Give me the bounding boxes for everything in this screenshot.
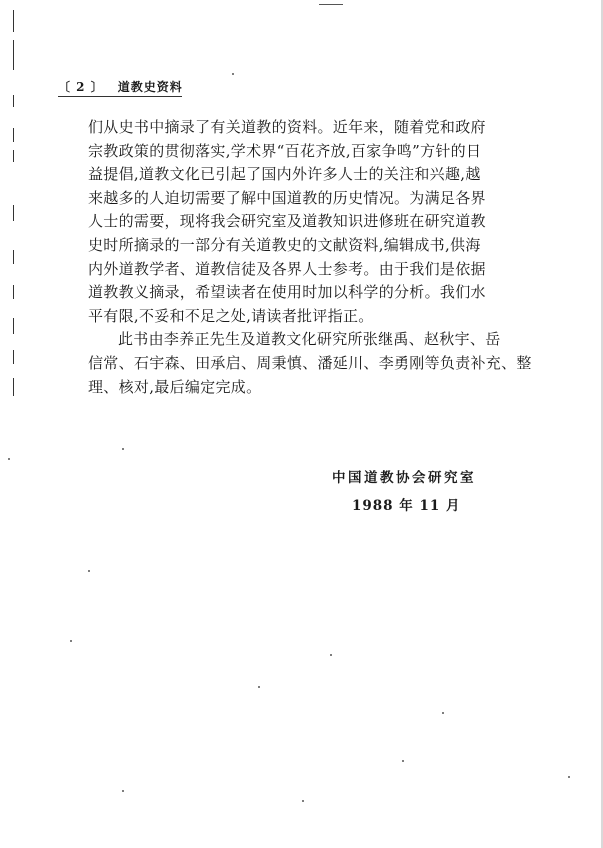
scan-speck bbox=[8, 458, 10, 460]
binding-mark bbox=[13, 378, 14, 396]
text-line: 信常、石宇森、田承启、周秉慎、潘延川、李勇刚等负责补充、整 bbox=[88, 353, 532, 372]
paragraph-2 bbox=[88, 328, 543, 399]
page-number: 〔 2 〕 bbox=[58, 80, 104, 94]
binding-mark bbox=[13, 350, 14, 364]
scan-speck bbox=[258, 686, 260, 688]
text-line: 内外道教学者、道教信徒及各界人士参考。由于我们是依据 bbox=[88, 259, 486, 278]
text-line: 道教教义摘录，希望读者在使用时加以科学的分析。我们水 bbox=[88, 283, 486, 302]
body-text bbox=[88, 116, 543, 399]
text-line: 此书由李养正先生及道教文化研究所张继禹、赵秋宇、岳 bbox=[118, 330, 501, 349]
text-line: 宗教政策的贯彻落实,学术界“百花齐放,百家争鸣”方针的日 bbox=[88, 141, 482, 160]
binding-mark bbox=[13, 250, 14, 264]
scan-speck bbox=[122, 790, 124, 792]
scan-speck bbox=[302, 800, 304, 802]
scan-speck bbox=[330, 654, 332, 656]
binding-mark bbox=[13, 95, 14, 107]
scan-speck bbox=[442, 712, 444, 714]
running-header bbox=[58, 78, 183, 95]
text-line: 们从史书中摘录了有关道教的资料。近年来，随着党和政府 bbox=[88, 118, 486, 136]
scan-mark bbox=[319, 4, 343, 5]
text-line: 益提倡,道教文化已引起了国内外许多人士的关注和兴趣,越 bbox=[88, 165, 481, 184]
binding-mark bbox=[13, 10, 14, 32]
scan-speck bbox=[568, 776, 570, 778]
header-rule bbox=[58, 96, 182, 97]
scan-speck bbox=[122, 448, 124, 450]
binding-mark bbox=[13, 40, 14, 70]
running-title: 道教史资料 bbox=[117, 80, 183, 94]
scan-speck bbox=[402, 760, 404, 762]
paragraph-1 bbox=[88, 116, 543, 328]
text-line: 平有限,不妥和不足之处,请读者批评指正。 bbox=[88, 306, 374, 325]
text-line: 来越多的人迫切需要了解中国道教的历史情况。为满足各界 bbox=[88, 188, 486, 207]
text-line: 理、核对,最后编定完成。 bbox=[88, 377, 262, 396]
binding-mark bbox=[13, 285, 14, 299]
text-line: 人士的需要，现将我会研究室及道教知识进修班在研究道教 bbox=[88, 212, 486, 231]
binding-mark bbox=[13, 128, 14, 142]
signature-organization: 中国道教协会研究室 bbox=[332, 470, 476, 486]
binding-mark bbox=[13, 318, 14, 334]
scan-speck bbox=[232, 73, 234, 75]
signature-date: 1988 年 11 月 bbox=[352, 498, 461, 514]
text-line: 史时所摘录的一部分有关道教史的文献资料,编辑成书,供海 bbox=[88, 235, 481, 254]
binding-mark bbox=[13, 150, 14, 162]
scan-speck bbox=[70, 640, 72, 642]
binding-mark bbox=[13, 205, 14, 221]
scan-speck bbox=[88, 570, 90, 572]
